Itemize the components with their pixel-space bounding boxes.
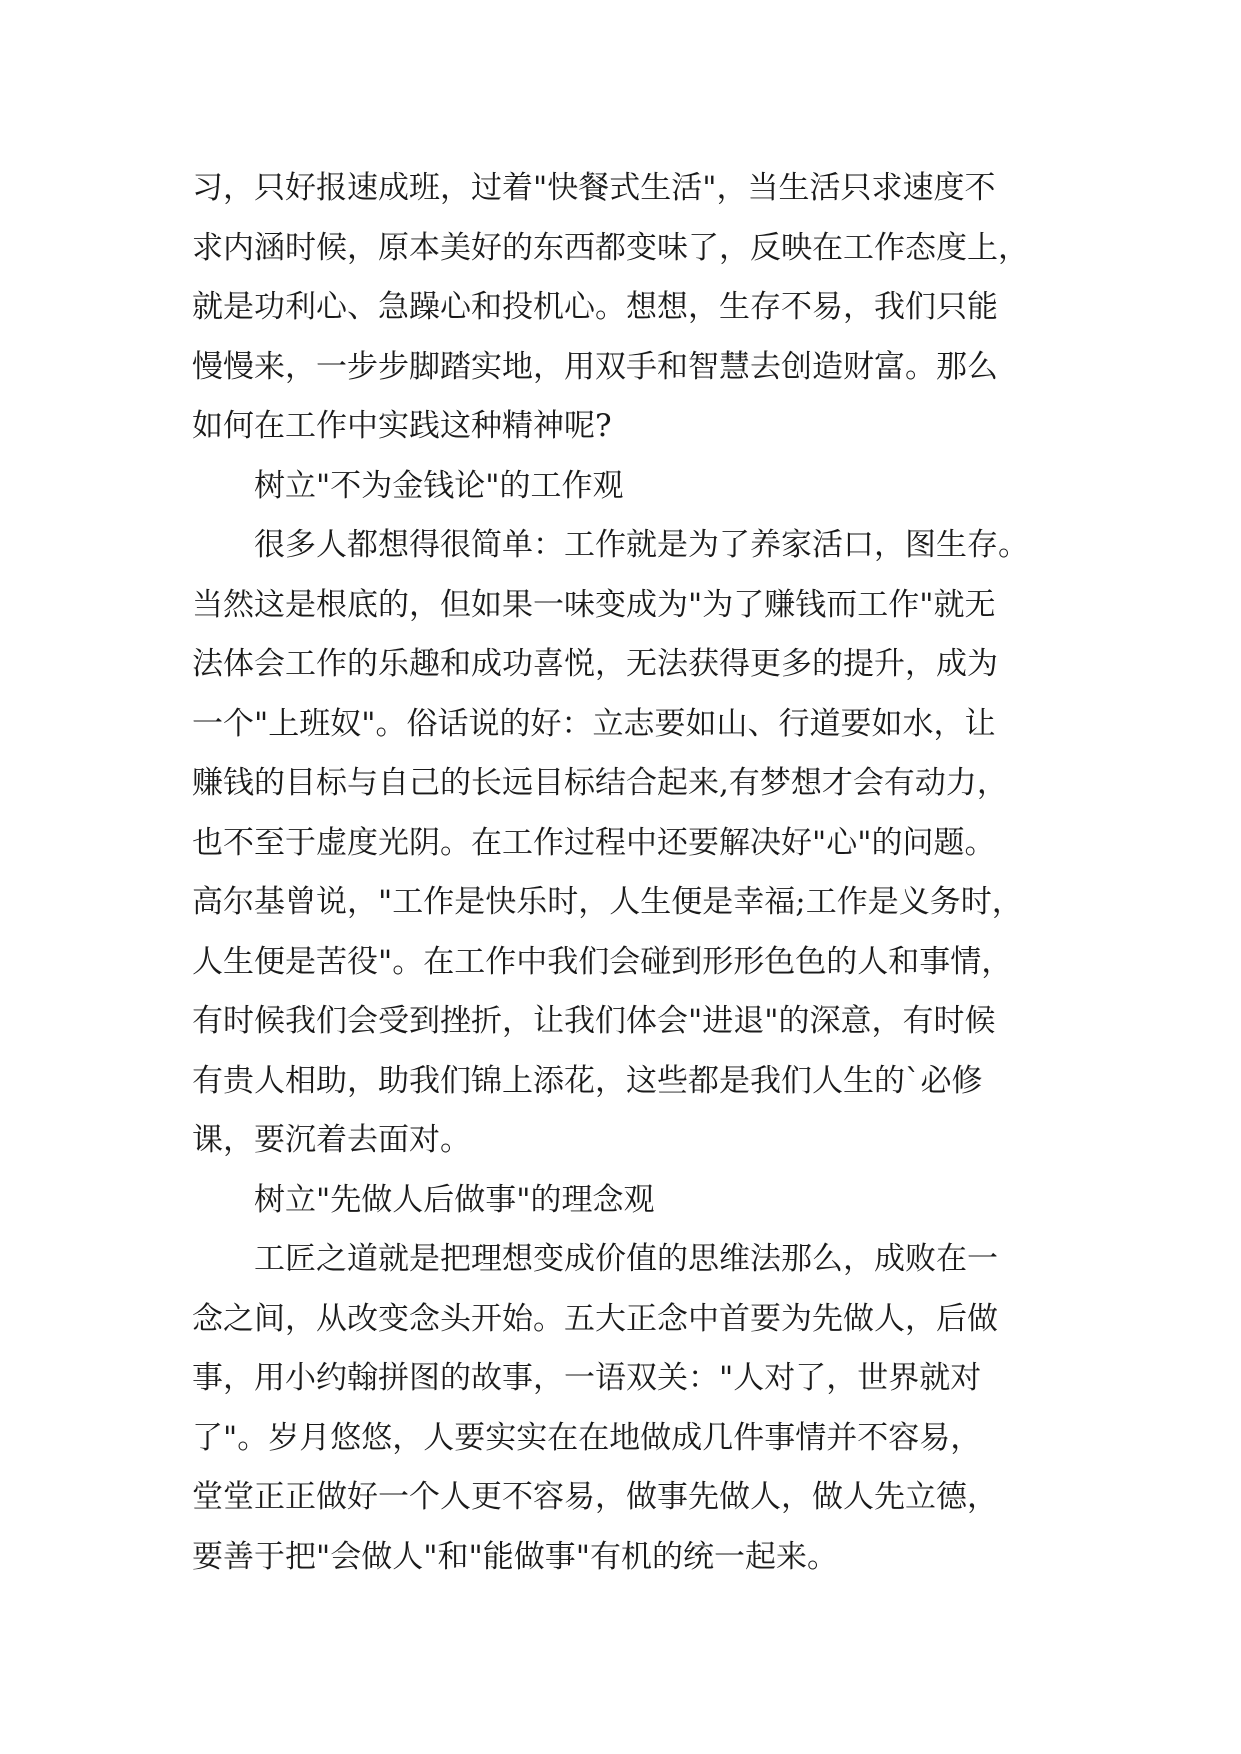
text-line: 很多人都想得很简单：工作就是为了养家活口，图生存。 [254,527,1029,563]
text-line: 工匠之道就是把理想变成价值的思维法那么，成败在一 [254,1241,998,1277]
text-line: 要善于把"会做人"和"能做事"有机的统一起来。 [192,1539,839,1575]
text-line: 一个"上班奴"。俗话说的好：立志要如山、行道要如水，让 [192,706,996,742]
text-line: 有贵人相助，助我们锦上添花，这些都是我们人生的`必修 [192,1063,983,1099]
text-line: 事，用小约翰拼图的故事，一语双关："人对了，世界就对 [192,1360,982,1396]
text-line: 人生便是苦役"。在工作中我们会碰到形形色色的人和事情， [192,944,1013,980]
text-line: 课，要沉着去面对。 [192,1122,471,1158]
text-line: 求内涵时候，原本美好的东西都变味了，反映在工作态度上， [192,230,1029,266]
section-heading: 树立"先做人后做事"的理念观 [254,1182,655,1218]
text-line: 也不至于虚度光阴。在工作过程中还要解决好"心"的问题。 [192,825,996,861]
text-line: 习，只好报速成班，过着"快餐式生活"，当生活只求速度不 [192,170,996,206]
text-line: 就是功利心、急躁心和投机心。想想，生存不易，我们只能 [192,289,998,325]
section-heading: 树立"不为金钱论"的工作观 [254,468,624,504]
text-line: 高尔基曾说，"工作是快乐时，人生便是幸福;工作是义务时， [192,884,1023,920]
text-line: 了"。岁月悠悠，人要实实在在地做成几件事情并不容易， [192,1420,982,1456]
text-line: 如何在工作中实践这种精神呢? [192,408,612,444]
text-line: 当然这是根底的，但如果一味变成为"为了赚钱而工作"就无 [192,587,996,623]
text-line: 慢慢来，一步步脚踏实地，用双手和智慧去创造财富。那么 [192,349,998,385]
text-line: 法体会工作的乐趣和成功喜悦，无法获得更多的提升，成为 [192,646,998,682]
text-line: 堂堂正正做好一个人更不容易，做事先做人，做人先立德， [192,1479,998,1515]
text-line: 念之间，从改变念头开始。五大正念中首要为先做人，后做 [192,1301,998,1337]
text-line: 有时候我们会受到挫折，让我们体会"进退"的深意，有时候 [192,1003,996,1039]
text-line: 赚钱的目标与自己的长远目标结合起来,有梦想才会有动力， [192,765,1008,801]
